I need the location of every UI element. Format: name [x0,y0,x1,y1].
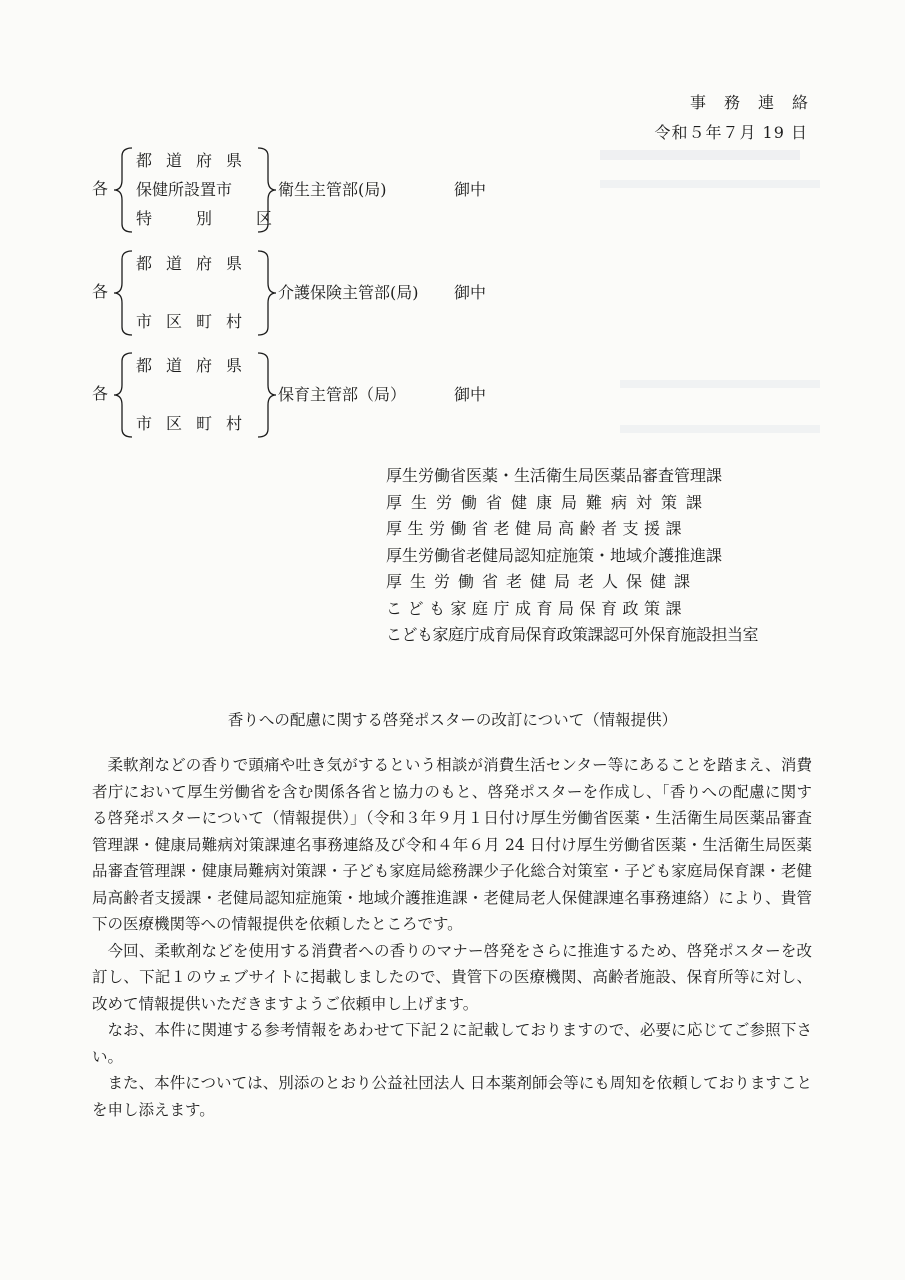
recipient-list [136,249,256,336]
recipient-onchu: 御中 [454,385,487,404]
document-type: 事務連絡 [689,93,826,112]
document-title: 香りへの配慮に関する啓発ポスターの改訂について（情報提供） [227,711,678,729]
recipient-line: 都道府県 [136,356,257,375]
bleed-through-shadow [600,150,800,160]
recipient-onchu: 御中 [454,180,487,199]
sender-line: 厚生労働省老健局高齢者支援課 [386,519,688,538]
body-paragraph: 柔軟剤などの香りで頭痛や吐き気がするという相談が消費生活センター等にあることを踏まえ、消費者庁において厚生労働省を含む関係各省と協力のもと、啓発ポスターを作成し、「香りへの配慮に関する啓発ポスターについて（情報提供）」（令和３年９月１日付け厚生労働省医薬・生活衛生局医薬品審査管理課・健康局難病対策課連名事務連絡及び令和４年６月 24 日付け厚生労働省医薬・生活衛生局医薬品審査管理課・健康局難病対策課・子ども家庭局総務課少子化総合対策室・子ども家庭局保育課・老健局高齢者支援課・老健局認知症施策・地域介護推進課・老健局老人保健課連名事務連絡）により、貴管下の医療機関等への情報提供を依頼したところです。 [92,756,812,933]
each-prefix: 各 [92,384,109,403]
sender-list [386,463,758,649]
sender-line: 厚生労働省老健局老人保健課 [386,572,699,591]
bleed-through-shadow [600,180,820,188]
each-prefix: 各 [92,282,109,301]
recipient-list [136,351,256,438]
recipient-line: 都道府県 [136,254,257,273]
body-paragraph: また、本件については、別添のとおり公益社団法人 日本薬剤師会等にも周知を依頼しておりますことを申し添えます。 [92,1074,812,1119]
recipient-line: 保健所設置市 [136,180,233,199]
sender-line: 厚生労働省健康局難病対策課 [386,492,712,512]
body-paragraph: 今回、柔軟剤などを使用する消費者への香りのマナー啓発をさらに推進するため、啓発ポスターを改訂し、下記１のウェブサイトに掲載しましたので、貴管下の医療機関、高齢者施設、保育所等に対し、改めて情報提供いただきますようご依頼申し上げます。 [92,941,812,1013]
recipient-line [136,278,256,307]
document-date: 令和５年７月 19 日 [654,123,808,142]
bleed-through-shadow [620,425,820,433]
recipient-line: 都道府県 [136,151,257,170]
bleed-through-shadow [620,380,820,388]
recipient-group-care [92,249,612,337]
each-prefix: 各 [92,179,109,198]
recipient-line: 特 別 区 [136,209,287,228]
recipient-group-childcare [92,351,612,439]
recipient-line: 市区町村 [136,312,257,331]
recipient-onchu: 御中 [454,283,487,302]
sender-line: 厚生労働省医薬・生活衛生局医薬品審査管理課 [386,466,723,485]
body-paragraph: なお、本件に関連する参考情報をあわせて下記２に記載しておりますので、必要に応じてご参照下さい。 [92,1021,812,1066]
recipient-dept: 保育主管部（局） [278,385,407,404]
recipient-dept: 衛生主管部(局) [278,180,387,199]
sender-line: 厚生労働省老健局認知症施策・地域介護推進課 [386,545,723,565]
document-body [92,752,812,1123]
sender-line: こども家庭庁成育局保育政策課 [386,598,688,618]
recipient-list [136,146,286,233]
recipient-line [136,380,256,409]
sender-line: こども家庭庁成育局保育政策課認可外保育施設担当室 [386,625,759,644]
recipient-dept: 介護保険主管部(局) [278,283,419,302]
recipient-group-health [92,146,612,234]
recipient-line: 市区町村 [136,414,257,433]
